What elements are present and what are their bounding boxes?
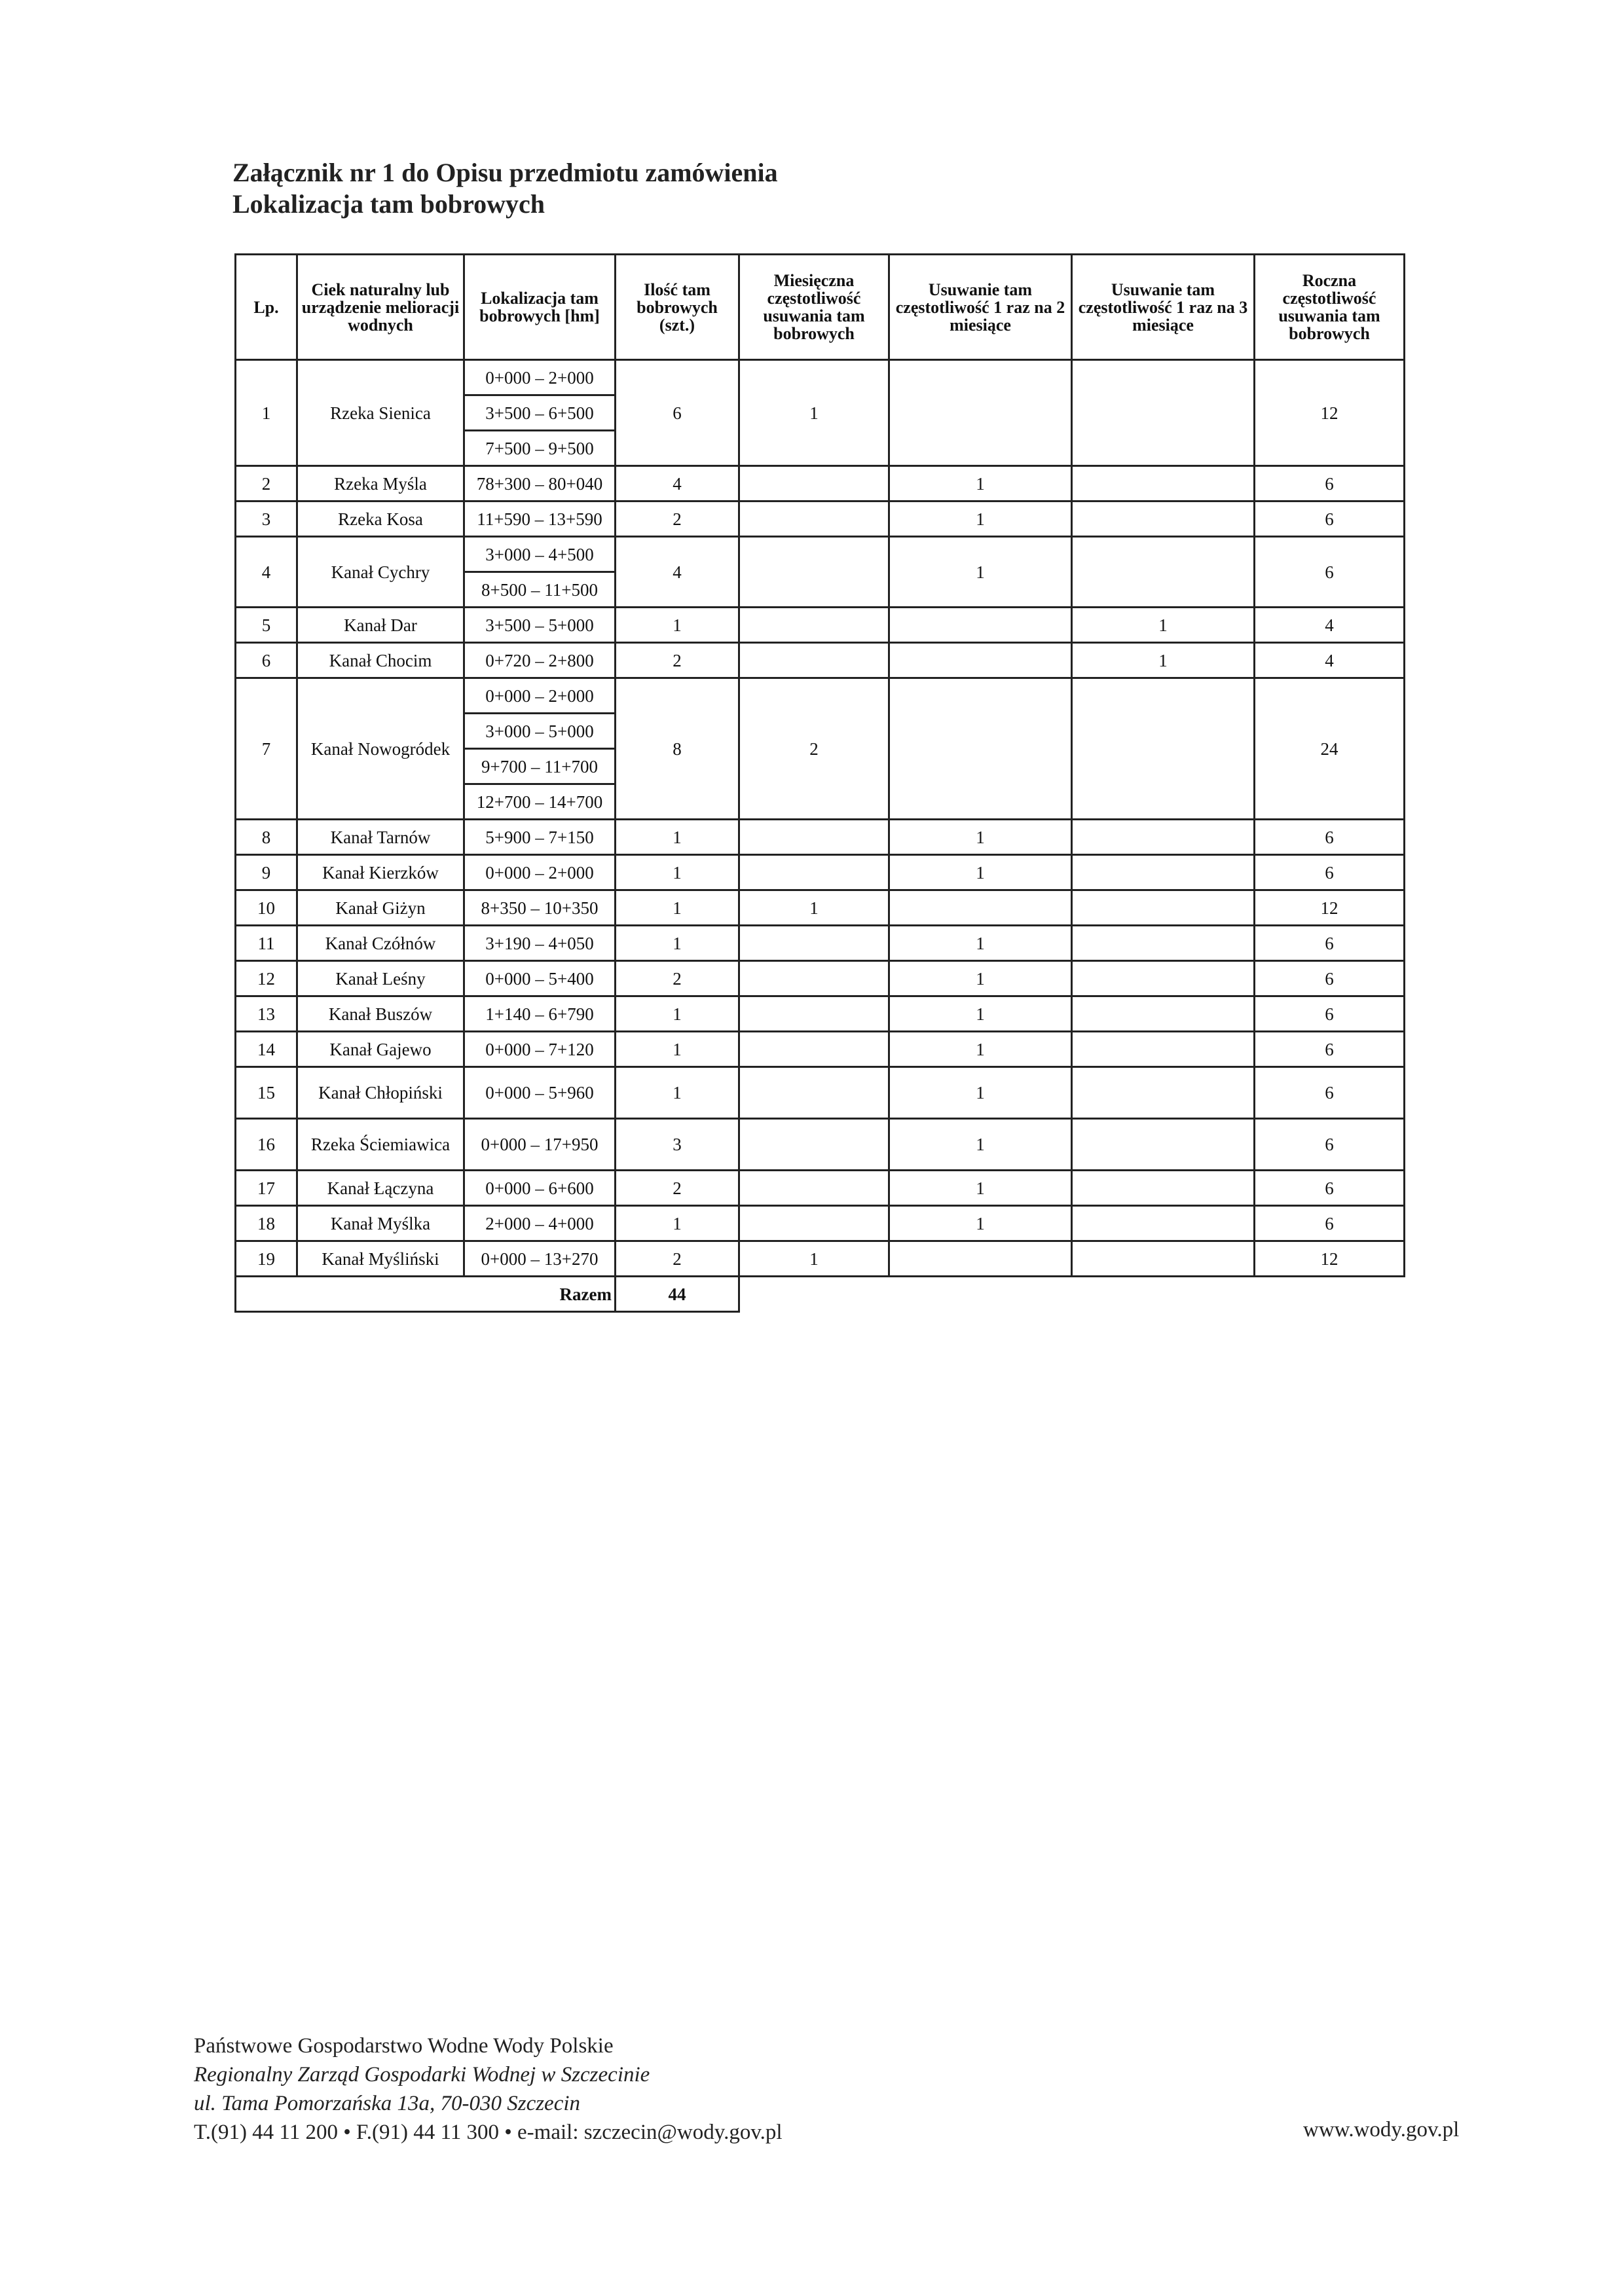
dams-cell: 1 [616,1067,739,1119]
lp-cell: 14 [236,1032,297,1067]
every-2-months-cell: 1 [889,1206,1072,1241]
every-2-months-cell: 1 [889,855,1072,890]
lp-cell: 11 [236,926,297,961]
dams-cell: 2 [616,643,739,678]
table-row [236,926,1405,961]
lp-cell: 4 [236,537,297,608]
every-2-months-cell: 1 [889,926,1072,961]
lp-cell: 15 [236,1067,297,1119]
every-3-months-cell [1072,855,1255,890]
header-monthly: Miesięczna częstotliwość usuwania tam bobrowych [739,255,889,360]
watercourse-cell: Rzeka Kosa [297,501,464,537]
annual-cell: 6 [1255,537,1405,608]
location-cell: 0+000 – 2+000 [464,360,616,395]
total-value: 44 [616,1277,739,1312]
table-body [236,360,1405,1312]
location-cell: 3+500 – 6+500 [464,395,616,431]
table-row [236,537,1405,572]
dams-cell: 1 [616,608,739,643]
location-cell: 0+000 – 2+000 [464,855,616,890]
watercourse-cell: Kanał Buszów [297,996,464,1032]
every-3-months-cell [1072,1206,1255,1241]
location-cell: 3+000 – 5+000 [464,714,616,749]
watercourse-cell: Kanał Leśny [297,961,464,996]
location-cell: 8+500 – 11+500 [464,572,616,608]
annual-cell: 6 [1255,926,1405,961]
location-cell: 5+900 – 7+150 [464,820,616,855]
title-line-2: Lokalizacja tam bobrowych [232,189,545,219]
every-3-months-cell [1072,1241,1255,1277]
table-row [236,360,1405,395]
lp-cell: 3 [236,501,297,537]
monthly-cell: 1 [739,1241,889,1277]
annual-cell: 24 [1255,678,1405,820]
lp-cell: 7 [236,678,297,820]
monthly-cell [739,996,889,1032]
annual-cell: 6 [1255,1067,1405,1119]
monthly-cell [739,1067,889,1119]
dams-cell: 1 [616,1206,739,1241]
header-lp: Lp. [236,255,297,360]
every-3-months-cell [1072,360,1255,466]
annual-cell: 6 [1255,1206,1405,1241]
footer-address [194,2032,783,2147]
location-cell: 0+000 – 2+000 [464,678,616,714]
annual-cell: 12 [1255,890,1405,926]
monthly-cell [739,1032,889,1067]
every-3-months-cell [1072,926,1255,961]
annual-cell: 6 [1255,501,1405,537]
table-row [236,1171,1405,1206]
watercourse-cell: Kanał Chocim [297,643,464,678]
location-cell: 3+000 – 4+500 [464,537,616,572]
every-3-months-cell [1072,501,1255,537]
header-watercourse: Ciek naturalny lub urządzenie melioracji wodnych [297,255,464,360]
dams-cell: 1 [616,890,739,926]
table-row [236,501,1405,537]
table-row [236,1032,1405,1067]
monthly-cell [739,501,889,537]
monthly-cell [739,643,889,678]
watercourse-cell: Rzeka Myśla [297,466,464,501]
annual-cell: 12 [1255,1241,1405,1277]
dams-cell: 4 [616,537,739,608]
footer-organization: Państwowe Gospodarstwo Wodne Wody Polskie [194,2034,614,2058]
table-row [236,678,1405,714]
watercourse-cell: Rzeka Sienica [297,360,464,466]
footer-regional-office: Regionalny Zarząd Gospodarki Wodnej w Szczecinie [194,2063,650,2086]
header-every-3-months: Usuwanie tam częstotliwość 1 raz na 3 miesiące [1072,255,1255,360]
location-cell: 7+500 – 9+500 [464,431,616,466]
location-cell: 12+700 – 14+700 [464,784,616,820]
lp-cell: 5 [236,608,297,643]
location-cell: 9+700 – 11+700 [464,749,616,784]
title-line-1: Załącznik nr 1 do Opisu przedmiotu zamówienia [232,158,778,187]
location-cell: 0+000 – 5+960 [464,1067,616,1119]
total-row [236,1277,1405,1312]
every-2-months-cell [889,643,1072,678]
lp-cell: 8 [236,820,297,855]
table-row [236,466,1405,501]
location-cell: 0+000 – 13+270 [464,1241,616,1277]
every-3-months-cell [1072,537,1255,608]
every-3-months-cell [1072,678,1255,820]
table-header-row [236,255,1405,360]
every-2-months-cell: 1 [889,537,1072,608]
every-2-months-cell [889,678,1072,820]
watercourse-cell: Kanał Myślka [297,1206,464,1241]
location-cell: 8+350 – 10+350 [464,890,616,926]
location-cell: 0+000 – 17+950 [464,1119,616,1171]
monthly-cell [739,961,889,996]
every-2-months-cell: 1 [889,961,1072,996]
annual-cell: 6 [1255,961,1405,996]
every-2-months-cell: 1 [889,501,1072,537]
dams-cell: 1 [616,996,739,1032]
lp-cell: 17 [236,1171,297,1206]
every-2-months-cell [889,608,1072,643]
header-dams: Ilość tam bobrowych (szt.) [616,255,739,360]
monthly-cell [739,608,889,643]
table-row [236,855,1405,890]
lp-cell: 10 [236,890,297,926]
lp-cell: 18 [236,1206,297,1241]
monthly-cell [739,926,889,961]
every-3-months-cell [1072,1119,1255,1171]
watercourse-cell: Rzeka Ściemiawica [297,1119,464,1171]
every-3-months-cell [1072,996,1255,1032]
location-cell: 0+720 – 2+800 [464,643,616,678]
every-3-months-cell [1072,1032,1255,1067]
watercourse-cell: Kanał Dar [297,608,464,643]
dams-cell: 2 [616,501,739,537]
every-2-months-cell [889,360,1072,466]
every-2-months-cell [889,1241,1072,1277]
every-2-months-cell: 1 [889,1032,1072,1067]
lp-cell: 1 [236,360,297,466]
lp-cell: 2 [236,466,297,501]
monthly-cell [739,466,889,501]
annual-cell: 6 [1255,1119,1405,1171]
footer-contact: T.(91) 44 11 200 • F.(91) 44 11 300 • e-mail: szczecin@wody.gov.pl [194,2121,783,2144]
dams-cell: 6 [616,360,739,466]
lp-cell: 6 [236,643,297,678]
watercourse-cell: Kanał Tarnów [297,820,464,855]
table-row [236,1119,1405,1171]
table-row [236,1206,1405,1241]
dams-cell: 2 [616,1171,739,1206]
every-3-months-cell [1072,466,1255,501]
table-row [236,890,1405,926]
monthly-cell [739,537,889,608]
table-row [236,1241,1405,1277]
every-3-months-cell: 1 [1072,643,1255,678]
every-2-months-cell: 1 [889,466,1072,501]
watercourse-cell: Kanał Nowogródek [297,678,464,820]
monthly-cell: 2 [739,678,889,820]
dams-cell: 1 [616,926,739,961]
annual-cell: 6 [1255,855,1405,890]
watercourse-cell: Kanał Giżyn [297,890,464,926]
location-cell: 11+590 – 13+590 [464,501,616,537]
annual-cell: 6 [1255,1032,1405,1067]
every-2-months-cell: 1 [889,1067,1072,1119]
every-3-months-cell [1072,961,1255,996]
total-row-empty [739,1277,1405,1312]
header-location: Lokalizacja tam bobrowych [hm] [464,255,616,360]
annual-cell: 6 [1255,1171,1405,1206]
every-3-months-cell [1072,1067,1255,1119]
monthly-cell: 1 [739,890,889,926]
monthly-cell [739,1206,889,1241]
watercourse-cell: Kanał Cychry [297,537,464,608]
annual-cell: 6 [1255,996,1405,1032]
table-row [236,996,1405,1032]
monthly-cell: 1 [739,360,889,466]
total-label: Razem [236,1277,616,1312]
table-row [236,1067,1405,1119]
footer-street: ul. Tama Pomorzańska 13a, 70-030 Szczecin [194,2092,581,2115]
watercourse-cell: Kanał Kierzków [297,855,464,890]
watercourse-cell: Kanał Łączyna [297,1171,464,1206]
lp-cell: 12 [236,961,297,996]
header-annual: Roczna częstotliwość usuwania tam bobrowych [1255,255,1405,360]
monthly-cell [739,820,889,855]
every-2-months-cell: 1 [889,820,1072,855]
footer-website: www.wody.gov.pl [1303,2118,1460,2141]
annual-cell: 4 [1255,608,1405,643]
location-cell: 0+000 – 7+120 [464,1032,616,1067]
dams-cell: 4 [616,466,739,501]
page-title [232,157,778,220]
table-row [236,608,1405,643]
watercourse-cell: Kanał Gajewo [297,1032,464,1067]
location-cell: 2+000 – 4+000 [464,1206,616,1241]
annual-cell: 12 [1255,360,1405,466]
location-cell: 78+300 – 80+040 [464,466,616,501]
annual-cell: 4 [1255,643,1405,678]
every-2-months-cell: 1 [889,1171,1072,1206]
lp-cell: 19 [236,1241,297,1277]
location-cell: 3+190 – 4+050 [464,926,616,961]
watercourse-cell: Kanał Czółnów [297,926,464,961]
dams-cell: 2 [616,961,739,996]
every-2-months-cell: 1 [889,996,1072,1032]
annual-cell: 6 [1255,820,1405,855]
location-cell: 1+140 – 6+790 [464,996,616,1032]
watercourse-cell: Kanał Myśliński [297,1241,464,1277]
table-row [236,643,1405,678]
every-2-months-cell: 1 [889,1119,1072,1171]
location-cell: 0+000 – 6+600 [464,1171,616,1206]
every-3-months-cell [1072,890,1255,926]
dams-cell: 1 [616,1032,739,1067]
location-cell: 3+500 – 5+000 [464,608,616,643]
monthly-cell [739,1171,889,1206]
annual-cell: 6 [1255,466,1405,501]
every-3-months-cell [1072,1171,1255,1206]
watercourse-cell: Kanał Chłopiński [297,1067,464,1119]
monthly-cell [739,855,889,890]
dams-cell: 2 [616,1241,739,1277]
table-row [236,961,1405,996]
beaver-dams-table [234,253,1405,1313]
dams-cell: 1 [616,820,739,855]
dams-cell: 1 [616,855,739,890]
dams-cell: 3 [616,1119,739,1171]
location-cell: 0+000 – 5+400 [464,961,616,996]
every-3-months-cell: 1 [1072,608,1255,643]
dams-cell: 8 [616,678,739,820]
every-2-months-cell [889,890,1072,926]
header-every-2-months: Usuwanie tam częstotliwość 1 raz na 2 miesiące [889,255,1072,360]
monthly-cell [739,1119,889,1171]
table-row [236,820,1405,855]
every-3-months-cell [1072,820,1255,855]
lp-cell: 16 [236,1119,297,1171]
lp-cell: 9 [236,855,297,890]
lp-cell: 13 [236,996,297,1032]
